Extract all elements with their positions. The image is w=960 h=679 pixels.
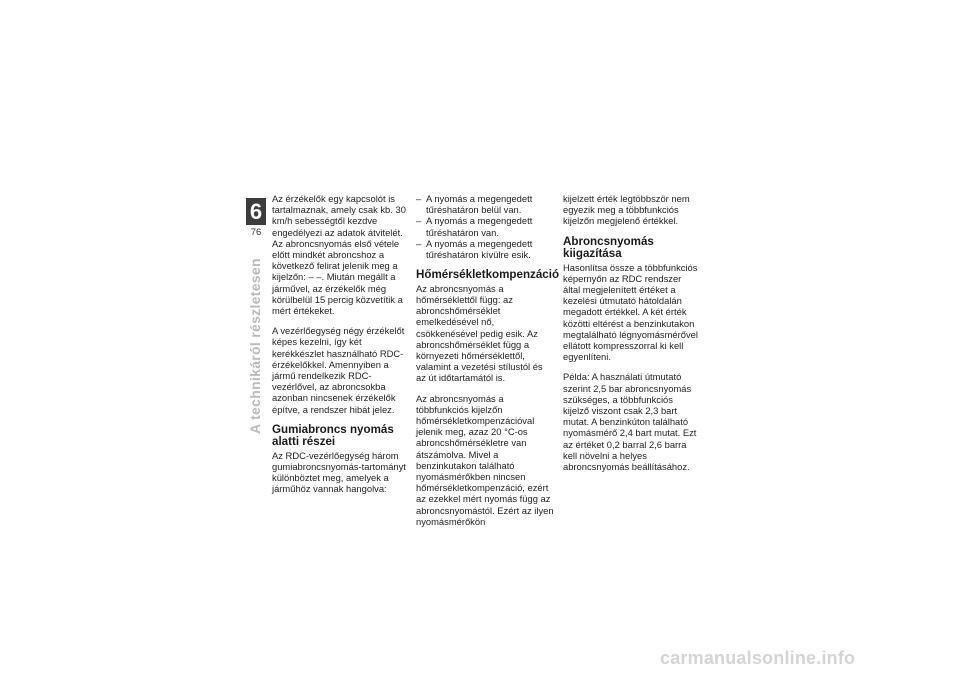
range-list [416, 193, 554, 260]
watermark-logo: carmanualsonline.info [660, 648, 856, 668]
list-item: – A nyomás a megengedett tűréshatáron belül van. [416, 193, 533, 216]
page-number: 76 [250, 227, 262, 238]
controller-paragraph: A vezérlőegység négy érzékelőt képes kezelni, így két kerékkészlet használható RDC-érzékelőkkel. Amennyiben a jármű rendelkezik RDC-vezérlővel, az abroncsokba azonban nincsenek érzékelők építve, a rendszer hibát jelez. [272, 325, 405, 415]
example-paragraph: Példa: A használati útmutató szerint 2,5 bar abroncsnyomás szükséges, a többfunkciós kijelző viszont csak 2,3 bart mutat. A benzinkúton található nyomásmérő 2,4 bart mutat. Ezt az értéket 0,2 barral 2,6 barra kell növelni a helyes abroncsnyomás beállításához. [563, 371, 697, 473]
list-item: – A nyomás a megengedett tűréshatáron kívülre esik. [416, 237, 533, 261]
adjustment-paragraph: Hasonlítsa össze a többfunkciós képernyőn az RDC rendszer által megjelenített értéket a kezelési útmutató hátoldalán megadott értékkel. A két érték közötti eltérést a benzinkutakon megtalálható légnyomásmérővel ellátott kompresszorral ki kell egyenlíteni. [563, 261, 698, 363]
ranges-paragraph: Az RDC-vezérlőegység három gumiabroncsnyomás-tartományt különböztet meg, amelyek a járműhöz vannak hangolva: [272, 449, 406, 495]
list-item: – A nyomás a megengedett tűréshatáron van. [416, 215, 533, 238]
section-heading-temperature: Hőmérsékletkompenzáció [416, 268, 560, 282]
intro-paragraph: Az érzékelők egy kapcsolót is tartalmaznak, amely csak kb. 30 km/h sebességtől kezdve engedélyezi az adatok átvitelét. Az abroncsnyomás első vétele előtt mindkét abroncshoz a következő felirat jelenik meg a kijelzőn: – –. Miután megállt a járművel, az érzékelők még körülbelül 15 percig közvetítik a mért értékeket. [272, 193, 406, 317]
chapter-number-badge: 6 [246, 198, 266, 225]
column-3 [563, 193, 701, 481]
continuation-paragraph: kijelzett érték legtöbbször nem egyezik meg a többfunkciós kijelzőn megjelenő értékkel. [563, 193, 690, 227]
section-heading-pressure-ranges: Gumiabroncs nyomás alatti részei [272, 422, 394, 449]
column-2 [416, 193, 560, 527]
chapter-side-title: A technikáról részletesen [247, 258, 263, 434]
column-1 [272, 193, 410, 504]
section-heading-adjustment: Abroncsnyomás kiigazítása [563, 234, 654, 261]
temperature-paragraph: Az abroncsnyomás a hőmérséklettől függ: az abroncshőmérséklet emelkedésével nő, csökkenésével pedig esik. Az abroncshőmérséklet függ a környezeti hőmérséklettől, valamint a vezetési stílustól és az út időtartamától is. [416, 282, 543, 384]
compensation-paragraph: Az abroncsnyomás a többfunkciós kijelzőn hőmérsékletkompenzációval jelenik meg, azaz 20 °C-os abroncshőmérsékletre van átszámolva. Mivel a benzinkutakon található nyomásmérőkben nincsen hőmérsékletkompenzáció, ezért az ezekkel mért nyomás függ az abroncsnyomástól. Ezért az ilyen nyomásmérőkön [416, 392, 554, 527]
